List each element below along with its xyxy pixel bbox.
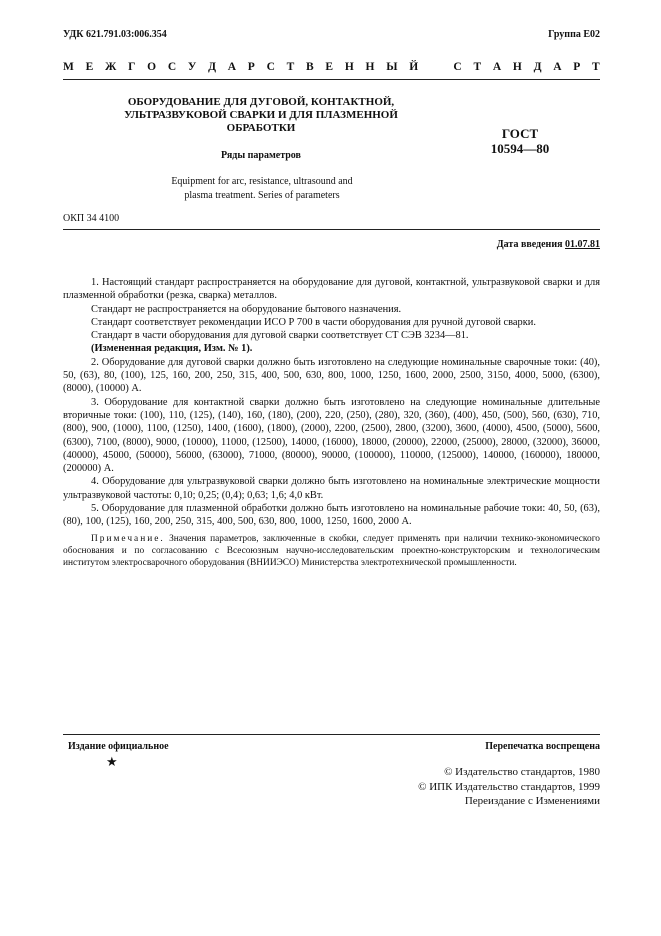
heading-letter: С — [266, 61, 275, 73]
heading-letter: О — [147, 61, 157, 73]
heading-letter: Н — [344, 61, 354, 73]
middle-rule — [63, 229, 600, 230]
group-code: Группа Е02 — [548, 29, 600, 40]
note-paragraph — [63, 533, 600, 569]
heading-letter: В — [306, 61, 314, 73]
copyright-line: © ИПК Издательство стандартов, 1999 — [418, 780, 600, 793]
note-label: Примечание. — [91, 533, 165, 544]
introduction-label: Дата введения — [496, 239, 565, 250]
heading-letter: Й — [409, 61, 419, 73]
paragraph-4: 4. Оборудование для ультразвуковой сварки должно быть изготовлено на номинальные электрические мощности ультразвуковой частоты: 0,10; 0,25; (0,4); 0,63; 1,6; 4,0 кВт. — [63, 476, 600, 501]
heading-letter: Ж — [105, 61, 117, 73]
official-edition: Издание официальное — [68, 741, 169, 752]
title-line: УЛЬТРАЗВУКОВОЙ СВАРКИ И ДЛЯ ПЛАЗМЕННОЙ — [124, 109, 398, 121]
heading-letter: Р — [247, 61, 255, 73]
udk-code: УДК 621.791.03:006.354 — [63, 29, 167, 40]
heading-letter: С — [167, 61, 177, 73]
reprint-prohibited: Перепечатка воспрещена — [485, 741, 600, 752]
standard-type-heading — [63, 61, 600, 73]
heading-letter: Р — [573, 61, 581, 73]
copyright-line: © Издательство стандартов, 1980 — [444, 766, 600, 778]
heading-letter: Е — [85, 61, 94, 73]
english-title-line: plasma treatment. Series of parameters — [184, 190, 340, 201]
title-line: ОБРАБОТКИ — [226, 122, 296, 134]
introduction-date — [497, 239, 600, 250]
paragraph-3: 3. Оборудование для контактной сварки должно быть изготовлено на следующие номинальные длительные вторичные токи: (100), 110, (125), (140), 160, (180), (200), 220, (250), (280), 320, (360), (400), 450, (500), 560, (630), 710, (800), 900, (1000), 1100, (1250), 1400, (1600), (1800), (2000), 2200, (2500), 2800, (3200), 3600, (4000), 4500, (5000), 5600, (6300), 7100, (8000), 9000, (10000), 11000, (12500), 14000, (16000), 18000, (20000), 22000, (25000), 28000, (32000), 36000, (40000), 45000, (50000), 56000, (63000), 71000, (80000), 90000, (100000), 110000, (125000), 140000, (160000), 180000, (200000) А. — [63, 396, 600, 475]
title-line: ОБОРУДОВАНИЕ ДЛЯ ДУГОВОЙ, КОНТАКТНОЙ, — [127, 96, 395, 108]
document-title — [100, 96, 422, 135]
paragraph-2: 2. Оборудование для дуговой сварки должно быть изготовлено на следующие номинальные сварочные токи: (40), 50, (63), 80, (100), 125, 160, 200, 250, 315, 400, 500, 630, 800, 1000, 1250, 1600, 2000, 2500, 3150, 4000, 5000, (6300), (8000), (10000) А. — [63, 356, 600, 395]
copyright-block — [418, 765, 600, 809]
heading-letter: А — [553, 61, 562, 73]
document-body — [63, 276, 600, 569]
english-title — [140, 175, 384, 203]
heading-letter: У — [187, 61, 197, 73]
heading-letter: А — [492, 61, 502, 73]
footer-rule — [63, 734, 600, 735]
gost-designation — [470, 126, 570, 156]
note-text: Значения параметров, заключенные в скобки, следует применять при наличии технико-экономического обоснования и по согласованию с Всесоюзным научно-исследовательским проектно-конструкторским и технологическим институтом электросварочного оборудования (ВНИИЭСО) Министерства электротехнической промышленности. — [63, 533, 600, 568]
paragraph-household: Стандарт не распространяется на оборудование бытового назначения. — [91, 303, 402, 315]
heading-letter: М — [63, 61, 74, 73]
paragraph-5: 5. Оборудование для плазменной обработки должно быть изготовлено на номинальные рабочие токи: 40, 50, (63), (80), 100, (125), 160, 200, 250, 315, 400, 500, 630, 800, 1000, 1250, 1600, 2000 А. — [63, 503, 600, 528]
heading-letter: Н — [512, 61, 522, 73]
heading-letter: Г — [128, 61, 136, 73]
gost-label: ГОСТ — [501, 126, 539, 141]
heading-letter: Е — [325, 61, 334, 73]
star-icon: ★ — [106, 754, 118, 769]
gost-number: 10594—80 — [490, 141, 550, 156]
heading-letter: Ы — [386, 61, 398, 73]
heading-letter: Д — [208, 61, 217, 73]
heading-letter: Д — [533, 61, 542, 73]
english-title-line: Equipment for arc, resistance, ultrasound and — [171, 176, 353, 187]
heading-letter: Т — [286, 61, 295, 73]
paragraph-1: 1. Настоящий стандарт распространяется на оборудование для дуговой, контактной, ультразвуковой сварки и для плазменной обработки (резка, сварка) металлов. — [63, 277, 600, 302]
okp-code: ОКП 34 4100 — [63, 213, 120, 224]
introduction-date-value: 01.07.81 — [565, 239, 600, 250]
heading-letter: С — [453, 61, 462, 73]
amendment-note: (Измененная редакция, Изм. № 1). — [91, 343, 253, 355]
document-subtitle: Ряды параметров — [221, 150, 301, 161]
heading-letter: А — [227, 61, 237, 73]
heading-letter: Т — [592, 61, 600, 73]
paragraph-iso: Стандарт соответствует рекомендации ИСО Р 700 в части оборудования для ручной дуговой сварки. — [91, 316, 536, 328]
heading-letter: Т — [473, 61, 482, 73]
reissue-note: Переиздание с Изменениями — [464, 795, 600, 807]
paragraph-sev: Стандарт в части оборудования для дуговой сварки соответствует СТ СЭВ 3234—81. — [91, 330, 469, 342]
heading-letter: Н — [365, 61, 375, 73]
top-rule — [63, 79, 600, 80]
